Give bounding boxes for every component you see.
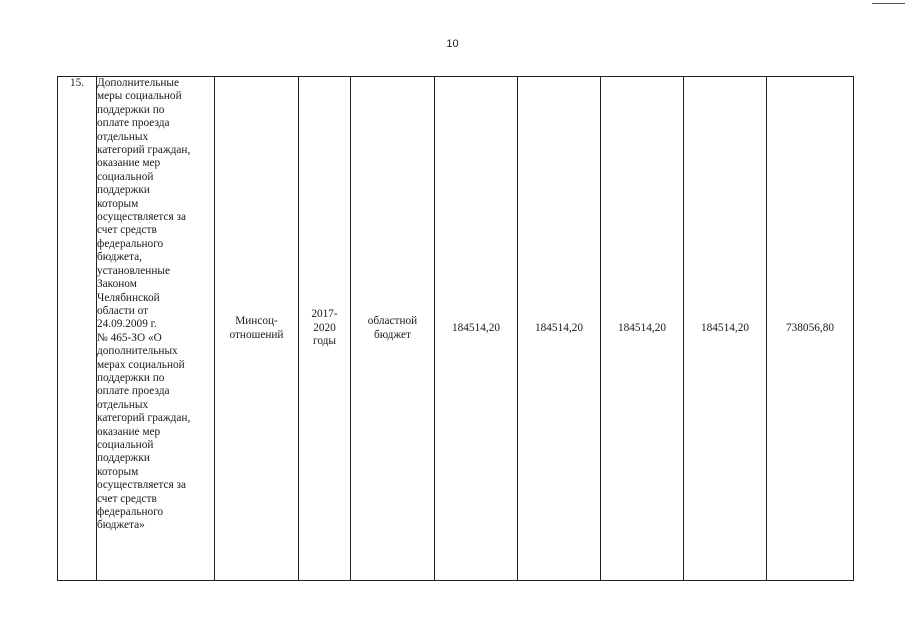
funding-source-cell — [351, 77, 435, 581]
period-cell — [299, 77, 351, 581]
amount-cell-4: 184514,20 — [684, 77, 767, 581]
corner-rule — [872, 3, 905, 4]
executor-text: Минсоц- отношений — [229, 315, 284, 341]
row-index: 15. — [58, 77, 97, 581]
measure-name — [97, 77, 215, 581]
measure-name-text: Дополнительные меры социальной поддержки по оплате проезда отдельных категорий граждан, оказание мер социальной поддержки которым осуществляется за счет средств федерального бюджета, установленные Законом Челябинской области от 24.09.2009 г. № 465-ЗО «О дополнительных мерах социальной поддержки по оплате проезда отдельных категорий граждан, оказание мер социальной поддержки которым осуществляется за счет средств федерального бюджета» — [97, 77, 191, 532]
amount-cell-1: 184514,20 — [435, 77, 518, 581]
program-measures-table — [57, 76, 854, 581]
amount-cell-3: 184514,20 — [601, 77, 684, 581]
amount-cell-2: 184514,20 — [518, 77, 601, 581]
executor-cell — [215, 77, 299, 581]
page-number: 10 — [446, 38, 459, 50]
period-text: 2017- 2020 годы — [311, 308, 338, 348]
total-amount-cell: 738056,80 — [767, 77, 854, 581]
table-row — [58, 77, 854, 581]
funding-source-text: областной бюджет — [367, 315, 418, 341]
